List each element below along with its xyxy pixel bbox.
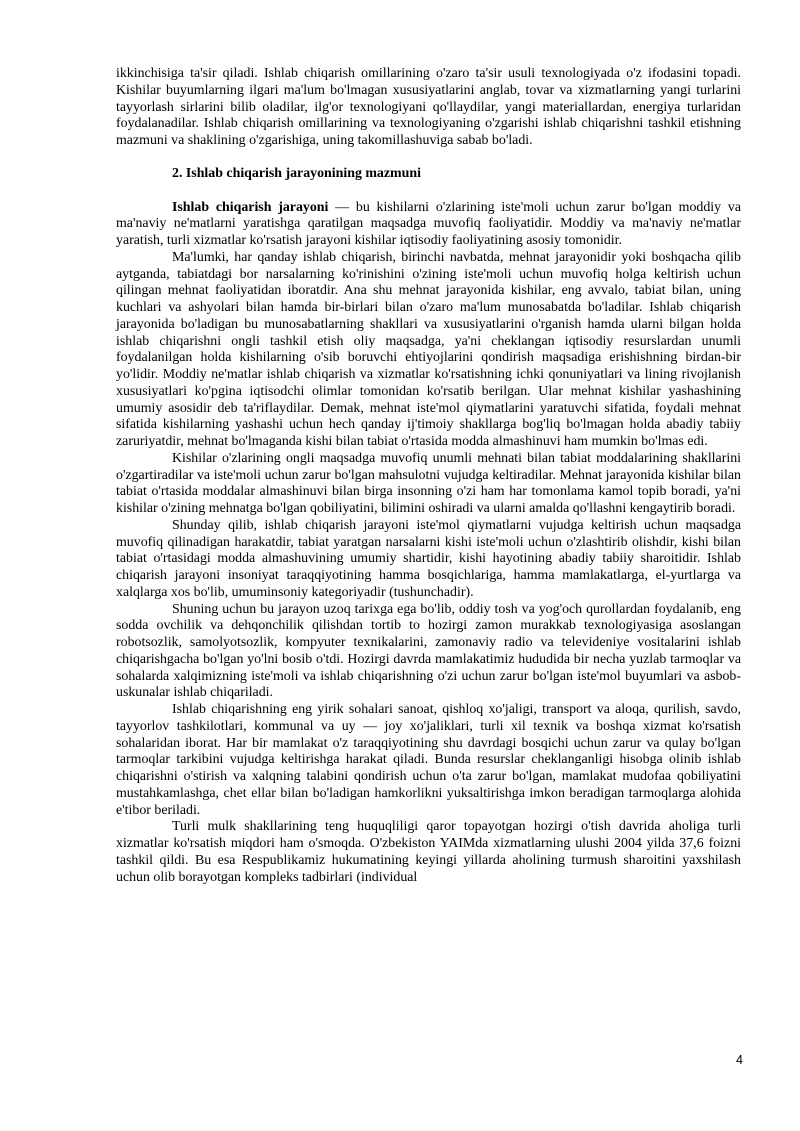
document-page	[116, 66, 741, 886]
body-paragraph: Ishlab chiqarishning eng yirik sohalari sanoat, qishloq xo'jaligi, transport va aloqa, qurilish, savdo, tayyorlov tashkilotlari, kommunal va uy — joy xo'jaliklari, turli xil texnik va boshqa xizmat ko'rsatish sohalaridan iborat. Har bir mamlakat o'z taraqqiyotining shu davrdagi bosqichi uchun zarur va qulay bo'lgan tarmoqlar tarkibini vujudga keltirishga harakat qiladi. Bunda resurslar cheklanganligi hisobga olinib ishlab chiqarishni o'stirish va xalqning talabini qondirish uchun o'ta zarur bo'lgan, mamlakat mudofaa qobiliyatini mustahkamlashga, chet ellar bilan bo'ladigan hamkorlikni yuksaltirishga imkon beradigan tarmoqlarga alohida e'tibor beriladi.	[116, 702, 741, 818]
intro-paragraph: ikkinchisiga ta'sir qiladi. Ishlab chiqarish omillarining o'zaro ta'sir usuli texnologiyada o'z ifodasini topadi. Kishilar buyumlarning ilgari ma'lum bo'lmagan xususiyatlarini anglab, tovar va xizmatlarning yangi turlarini tayyorlash sirlarini bilib oladilar, ilg'or texnologiyani qo'llaydilar, yangi materiallardan, energiya turlaridan foydalanadilar. Ishlab chiqarish omillarining va texnologiyaning o'zgarishi ishlab chiqarishni tashkil etishning mazmuni va shaklining o'zgarishiga, uning takomillashuviga sabab bo'ladi.	[116, 66, 741, 148]
definition-text: — bu kishilarni o'zlarining iste'moli uchun zarur bo'lgan moddiy va ma'naviy ne'matlarni yaratishga qaratilgan maqsadga muvofiq faoliyatidir. Moddiy va ma'naviy ne'matlar yaratish, turli xizmatlar ko'rsatish jarayoni kishilar iqtisodiy faoliyatining asosiy tomonidir.	[116, 199, 741, 248]
definition-paragraph	[116, 200, 741, 250]
body-paragraph: Kishilar o'zlarining ongli maqsadga muvofiq unumli mehnati bilan tabiat moddalarining shakllarini o'zgartiradilar va iste'moli uchun zarur bo'lgan mahsulotni vujudga keltiradilar. Mehnat jarayonida kishilar bilan tabiat o'rtasida moddalar almashinuvi bilan birga insonning o'zi ham har tomonlama kamol topib boradi, ya'ni kishilar o'zining mehnatga bo'lgan qobiliyatini, bilimini oshiradi va ularni amalda qo'llashni kengaytirib boradi.	[116, 450, 741, 516]
body-paragraph: Turli mulk shakllarining teng huquqliligi qaror topayotgan hozirgi o'tish davrida aholiga turli xizmatlar ko'rsatish miqdori ham o'smoqda. O'zbekiston YAIMda xizmatlarning ulushi 2004 yilda 37,6 foizni tashkil qildi. Bu esa Respublikamiz hukumatining keyingi yillarda aholining turmush sharoitini yaxshilash uchun olib borayotgan kompleks tadbirlari (individual	[116, 819, 741, 885]
page-number: 4	[736, 1053, 743, 1067]
body-paragraph: Ma'lumki, har qanday ishlab chiqarish, birinchi navbatda, mehnat jarayonidir yoki boshqacha qilib aytganda, tabiatdagi bor narsalarning ko'rinishini o'zining iste'moli uchun muvofiq holga keltirish uchun qilingan mehnat faoliyatidan iboratdir. Ana shu mehnat jarayonida kishilar, eng avvalo, tabiat bilan, uning kuchlari va ashyolari bilan hamda bir-birlari bilan o'zaro ma'lum munosabatda bo'ladilar. Ishlab chiqarish jarayonida bo'ladigan bu munosabatlarning shakllari va xususiyatlarini o'rganish hamda ularni bilgan holda ishlab chiqarishni ongli tashkil etish oliy maqsadga, ya'ni cheklangan iqtisodiy resurslardan unumli foydalanilgan holda kishilarning o'sib boruvchi ehtiyojlarini qondirish maqsadiga erishishning birdan-bir yo'lidir. Moddiy ne'matlar ishlab chiqarish va xizmatlar ko'rsatishning ichki qonuniyatlari va lining rivojlanish xususiyatlari ko'pgina iqtisodchi olimlar tomonidan ko'rsatib berilgan. Ular mehnat kishilar yashashining umumiy asosidir deb ta'riflaydilar. Demak, mehnat iste'mol qiymatlarini yaratuvchi sifatida, foydali mehnat sifatida kishilarning yashashi uchun hech qanday ij'timoiy shakllarga bog'liq bo'lmagan holda abadiy tabiiy zaruriyatdir, mehnat bo'lmaganda kishi bilan tabiat o'rtasida modda almashinuvi ham mumkin bo'lmas edi.	[116, 249, 741, 449]
section-heading: 2. Ishlab chiqarish jarayonining mazmuni	[172, 165, 421, 181]
definition-term: Ishlab chiqarish jarayoni	[172, 199, 329, 215]
body-paragraph: Shuning uchun bu jarayon uzoq tarixga ega bo'lib, oddiy tosh va yog'och qurollardan foydalanib, eng sodda ovchilik va dehqonchilik qilishdan tortib to hozirgi zamon murakkab texnologiyasiga asoslangan robotsozlik, samolyotsozlik, kompyuter texnikalarini, zamonaviy radio va televideniye vositalarini ishlab chiqarishgacha bo'lgan yo'lni bosib o'tdi. Hozirgi davrda mamlakatimiz hududida bir necha yuzlab tarmoqlar va sohalarda xalqimizning iste'moli va ishlab chiqarishning o'zi uchun zarur bo'lgan iste'mol buyumlari va asbob-uskunalar ishlab chiqariladi.	[116, 601, 741, 701]
body-paragraph: Shunday qilib, ishlab chiqarish jarayoni iste'mol qiymatlarni vujudga keltirish uchun maqsadga muvofiq qilinadigan harakatdir, tabiat yaratgan narsalarni kishi iste'moli uchun o'zlashtirib olishdir, kishi bilan tabiat o'rtasidagi modda almashuvining umumiy shartidir, kishi hayotining abadiy tabiiy sharoitidir. Ishlab chiqarish jarayoni insoniyat taraqqiyotining hamma bosqichlariga, hamma mamlakatlarga, el-yurtlarga va xalqlarga xos bo'lib, umuminsoniy kategoriyadir (tushunchadir).	[116, 517, 741, 600]
